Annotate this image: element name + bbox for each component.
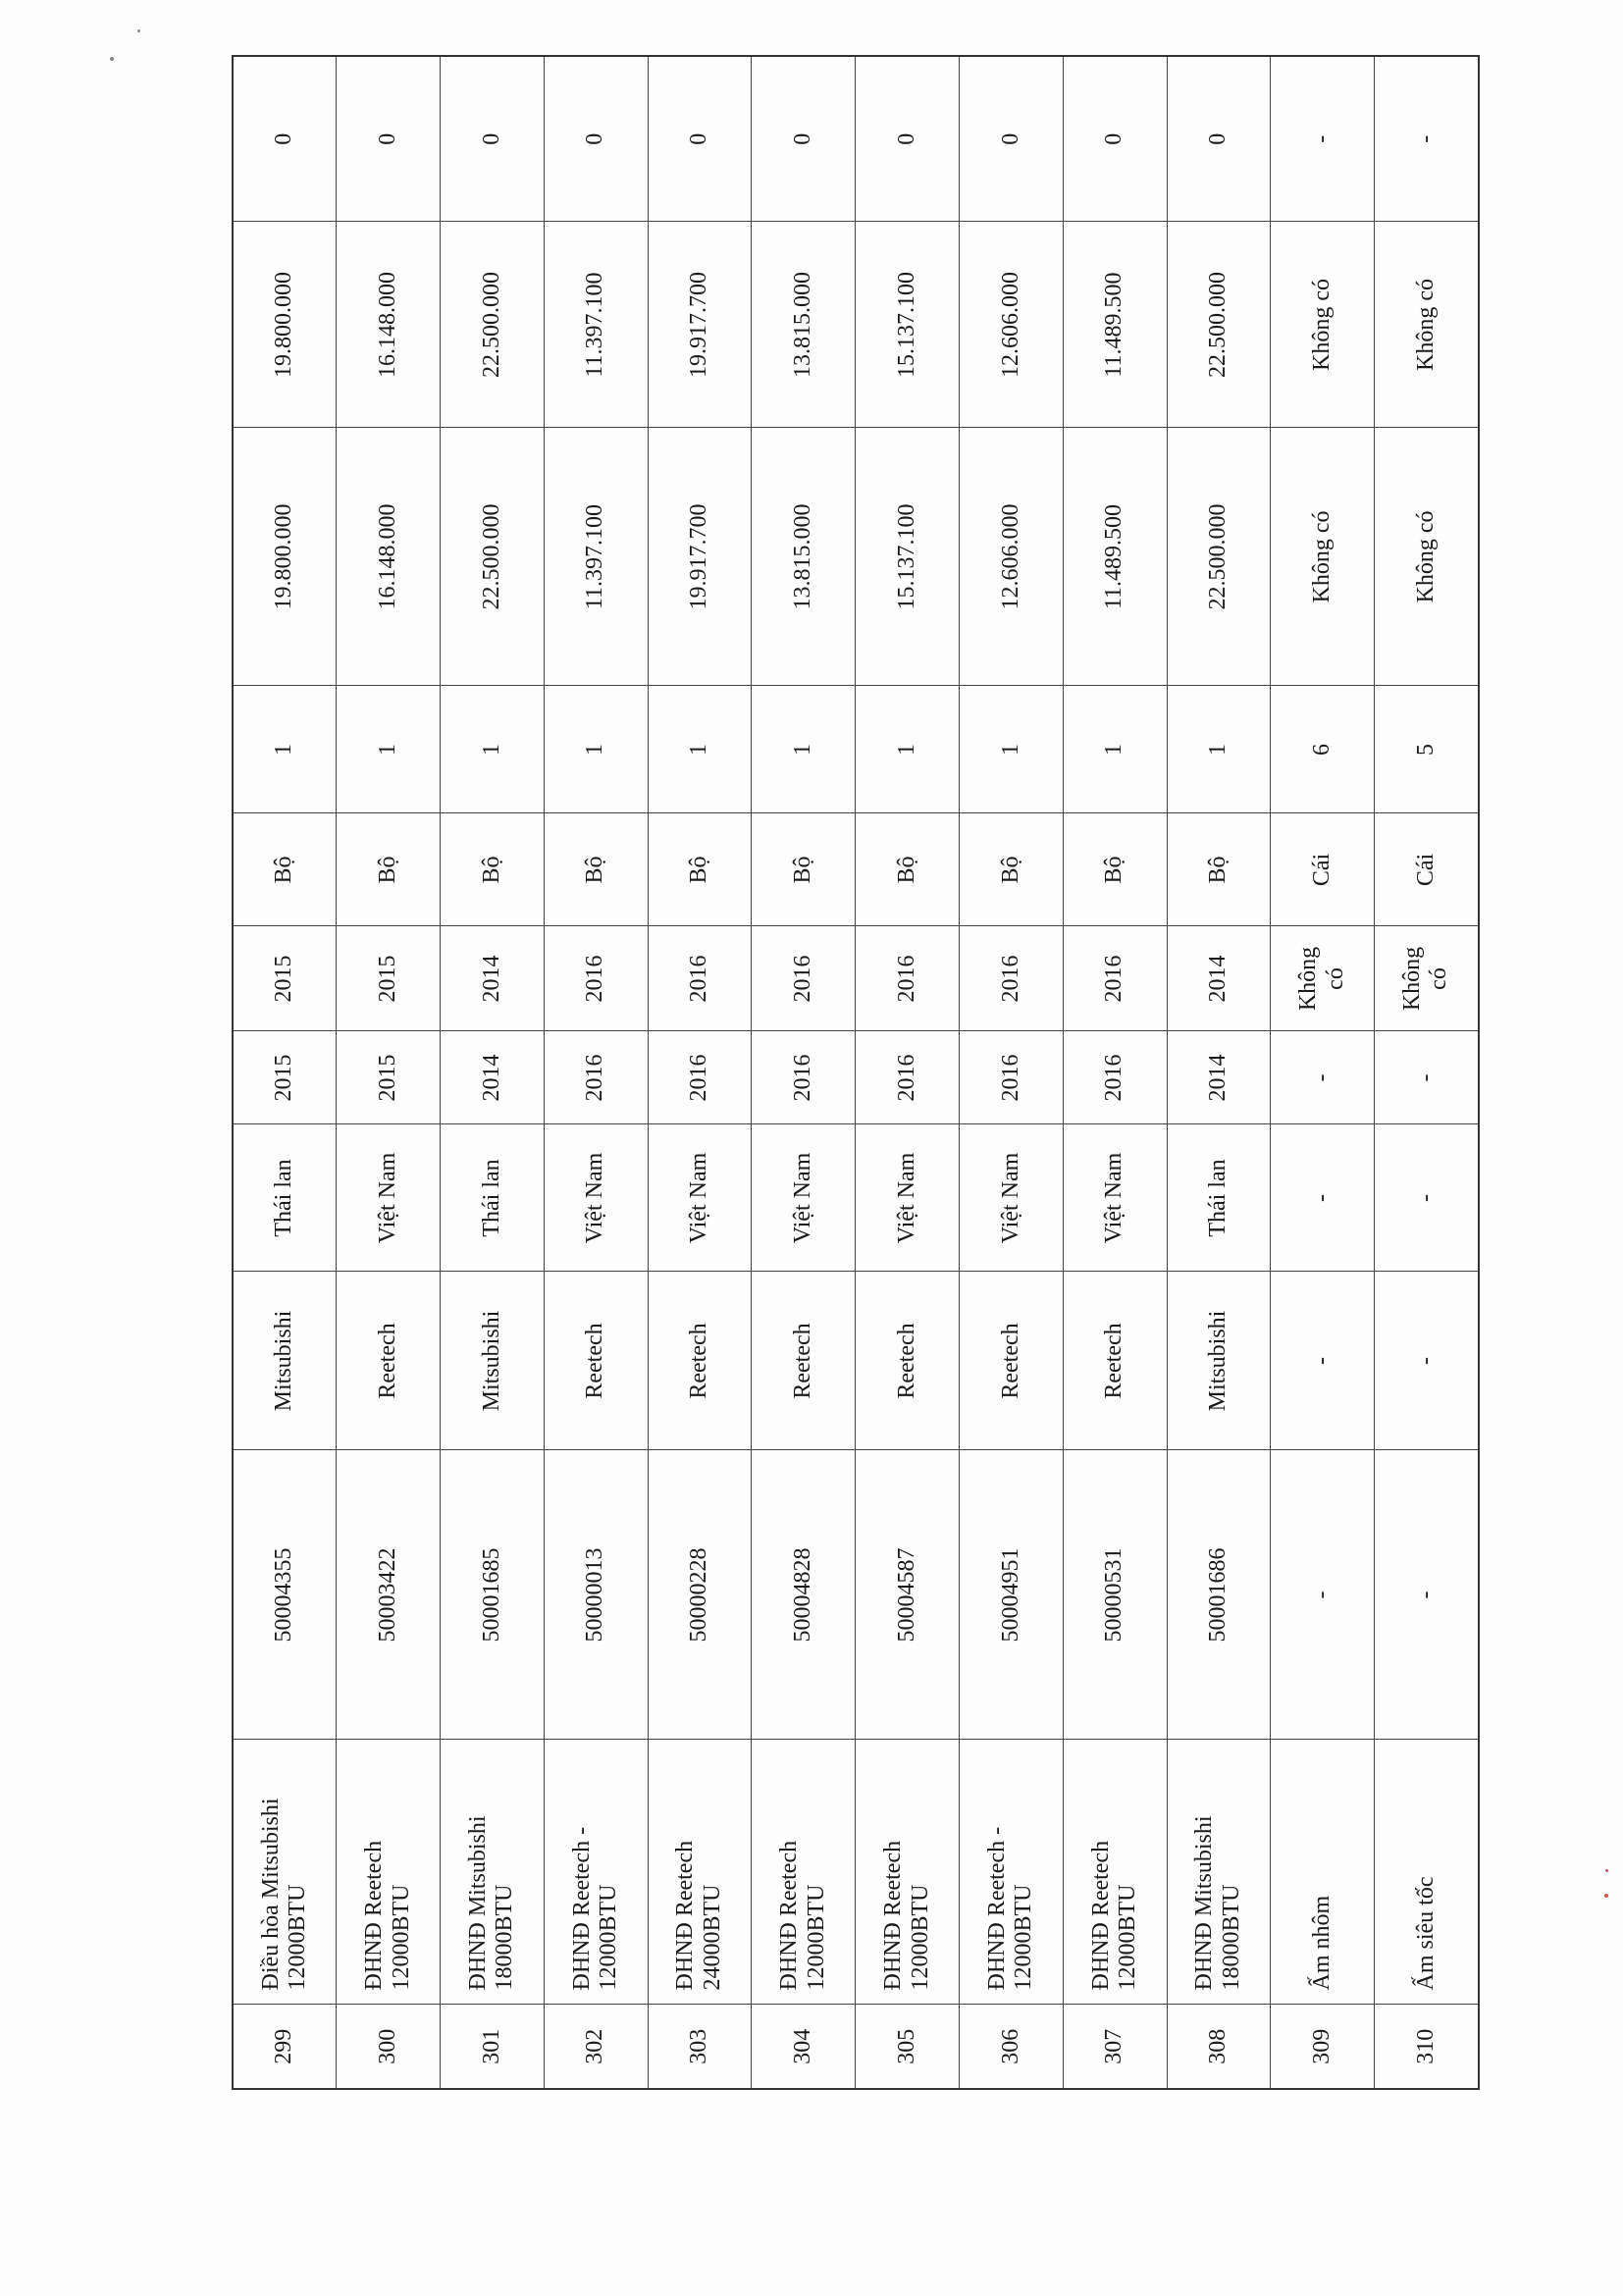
year-made-cell: 2016 xyxy=(856,1031,960,1124)
last-column-cell: 0 xyxy=(441,56,545,222)
row-number-cell: 301 xyxy=(441,2005,545,2089)
unit-cell: Cái xyxy=(1375,813,1479,926)
unit-cell: Bộ xyxy=(648,813,752,926)
table-row xyxy=(1167,56,1271,2089)
asset-name-cell: ĐHNĐ Reetech - 12000BTU xyxy=(544,1740,648,2005)
country-cell: Việt Nam xyxy=(337,1124,441,1272)
year-made-cell: 2015 xyxy=(233,1031,337,1124)
quantity-cell: 5 xyxy=(1375,686,1479,813)
unit-cell: Bộ xyxy=(1167,813,1271,926)
row-number-cell: 307 xyxy=(1063,2005,1167,2089)
asset-name-cell: ĐHNĐ Reetech 12000BTU xyxy=(856,1740,960,2005)
scan-speck xyxy=(110,57,114,61)
table-row xyxy=(233,56,337,2089)
year-made-cell: 2016 xyxy=(752,1031,856,1124)
row-number-cell: 299 xyxy=(233,2005,337,2089)
asset-name-cell: ĐHNĐ Mitsubishi 18000BTU xyxy=(441,1740,545,2005)
asset-code-cell: 50000013 xyxy=(544,1450,648,1740)
brand-cell: Reetech xyxy=(960,1272,1064,1450)
asset-code-cell: 50001685 xyxy=(441,1450,545,1740)
unit-cell: Bộ xyxy=(960,813,1064,926)
remaining-value-cell: 19.800.000 xyxy=(233,222,337,428)
last-column-cell: 0 xyxy=(544,56,648,222)
table-row xyxy=(960,56,1064,2089)
brand-cell: Reetech xyxy=(752,1272,856,1450)
asset-table xyxy=(232,55,1480,2090)
table-row xyxy=(441,56,545,2089)
table-row xyxy=(337,56,441,2089)
asset-code-cell: 50001686 xyxy=(1167,1450,1271,1740)
country-cell: Việt Nam xyxy=(856,1124,960,1272)
last-column-cell: 0 xyxy=(856,56,960,222)
original-value-cell: 22.500.000 xyxy=(1167,428,1271,686)
last-column-cell: - xyxy=(1271,56,1375,222)
remaining-value-cell: 12.606.000 xyxy=(960,222,1064,428)
table-row xyxy=(752,56,856,2089)
last-column-cell: 0 xyxy=(648,56,752,222)
table-body xyxy=(233,56,1479,2089)
year-use-cell: Không có xyxy=(1375,926,1479,1031)
quantity-cell: 1 xyxy=(441,686,545,813)
country-cell: Thái lan xyxy=(233,1124,337,1272)
country-cell: Việt Nam xyxy=(1063,1124,1167,1272)
country-cell: Việt Nam xyxy=(544,1124,648,1272)
year-use-cell: 2014 xyxy=(1167,926,1271,1031)
asset-code-cell: - xyxy=(1271,1450,1375,1740)
asset-name-cell: ĐHNĐ Reetech 12000BTU xyxy=(1063,1740,1167,2005)
row-number-cell: 308 xyxy=(1167,2005,1271,2089)
asset-name-cell: ĐHNĐ Mitsubishi 18000BTU xyxy=(1167,1740,1271,2005)
table-row xyxy=(1271,56,1375,2089)
unit-cell: Bộ xyxy=(856,813,960,926)
asset-code-cell: 50000228 xyxy=(648,1450,752,1740)
original-value-cell: Không có xyxy=(1375,428,1479,686)
last-column-cell: 0 xyxy=(960,56,1064,222)
original-value-cell: 22.500.000 xyxy=(441,428,545,686)
row-number-cell: 302 xyxy=(544,2005,648,2089)
unit-cell: Bộ xyxy=(544,813,648,926)
remaining-value-cell: 16.148.000 xyxy=(337,222,441,428)
brand-cell: Reetech xyxy=(856,1272,960,1450)
year-use-cell: 2016 xyxy=(856,926,960,1031)
remaining-value-cell: 11.489.500 xyxy=(1063,222,1167,428)
asset-table-wrapper xyxy=(232,57,1478,2090)
asset-name-cell: ĐHNĐ Reetech 12000BTU xyxy=(337,1740,441,2005)
asset-name-cell: ĐHNĐ Reetech 12000BTU xyxy=(752,1740,856,2005)
unit-cell: Bộ xyxy=(752,813,856,926)
quantity-cell: 1 xyxy=(1063,686,1167,813)
year-use-cell: 2016 xyxy=(544,926,648,1031)
country-cell: - xyxy=(1375,1124,1479,1272)
original-value-cell: 13.815.000 xyxy=(752,428,856,686)
quantity-cell: 1 xyxy=(1167,686,1271,813)
row-number-cell: 309 xyxy=(1271,2005,1375,2089)
country-cell: Việt Nam xyxy=(960,1124,1064,1272)
scan-speck xyxy=(137,29,140,32)
year-use-cell: 2016 xyxy=(648,926,752,1031)
asset-name-cell: Ấm nhôm xyxy=(1271,1740,1375,2005)
brand-cell: Reetech xyxy=(1063,1272,1167,1450)
unit-cell: Bộ xyxy=(1063,813,1167,926)
remaining-value-cell: Không có xyxy=(1375,222,1479,428)
original-value-cell: 16.148.000 xyxy=(337,428,441,686)
brand-cell: Mitsubishi xyxy=(1167,1272,1271,1450)
original-value-cell: 12.606.000 xyxy=(960,428,1064,686)
quantity-cell: 1 xyxy=(233,686,337,813)
country-cell: Việt Nam xyxy=(648,1124,752,1272)
scan-speck xyxy=(1605,1869,1608,1872)
asset-code-cell: 50000531 xyxy=(1063,1450,1167,1740)
row-number-cell: 306 xyxy=(960,2005,1064,2089)
last-column-cell: 0 xyxy=(752,56,856,222)
original-value-cell: 11.397.100 xyxy=(544,428,648,686)
remaining-value-cell: 22.500.000 xyxy=(1167,222,1271,428)
brand-cell: Reetech xyxy=(648,1272,752,1450)
year-made-cell: - xyxy=(1271,1031,1375,1124)
table-row xyxy=(648,56,752,2089)
unit-cell: Cái xyxy=(1271,813,1375,926)
country-cell: Thái lan xyxy=(441,1124,545,1272)
original-value-cell: 19.800.000 xyxy=(233,428,337,686)
quantity-cell: 1 xyxy=(856,686,960,813)
asset-code-cell: 50004355 xyxy=(233,1450,337,1740)
remaining-value-cell: 11.397.100 xyxy=(544,222,648,428)
asset-code-cell: 50004951 xyxy=(960,1450,1064,1740)
asset-name-cell: Ấm siêu tốc xyxy=(1375,1740,1479,2005)
unit-cell: Bộ xyxy=(441,813,545,926)
year-use-cell: 2016 xyxy=(1063,926,1167,1031)
year-made-cell: 2014 xyxy=(1167,1031,1271,1124)
year-use-cell: 2016 xyxy=(752,926,856,1031)
last-column-cell: 0 xyxy=(233,56,337,222)
remaining-value-cell: Không có xyxy=(1271,222,1375,428)
year-use-cell: 2015 xyxy=(233,926,337,1031)
table-row xyxy=(856,56,960,2089)
original-value-cell: 11.489.500 xyxy=(1063,428,1167,686)
year-use-cell: 2015 xyxy=(337,926,441,1031)
country-cell: Việt Nam xyxy=(752,1124,856,1272)
year-made-cell: 2016 xyxy=(960,1031,1064,1124)
brand-cell: - xyxy=(1271,1272,1375,1450)
row-number-cell: 303 xyxy=(648,2005,752,2089)
country-cell: - xyxy=(1271,1124,1375,1272)
unit-cell: Bộ xyxy=(233,813,337,926)
asset-code-cell: 50003422 xyxy=(337,1450,441,1740)
last-column-cell: - xyxy=(1375,56,1479,222)
asset-name-cell: ĐHNĐ Reetech - 12000BTU xyxy=(960,1740,1064,2005)
asset-code-cell: 50004587 xyxy=(856,1450,960,1740)
row-number-cell: 310 xyxy=(1375,2005,1479,2089)
asset-name-cell: Điều hòa Mitsubishi 12000BTU xyxy=(233,1740,337,2005)
unit-cell: Bộ xyxy=(337,813,441,926)
brand-cell: Mitsubishi xyxy=(441,1272,545,1450)
year-made-cell: 2016 xyxy=(544,1031,648,1124)
last-column-cell: 0 xyxy=(1063,56,1167,222)
year-made-cell: 2016 xyxy=(1063,1031,1167,1124)
year-made-cell: 2016 xyxy=(648,1031,752,1124)
row-number-cell: 305 xyxy=(856,2005,960,2089)
table-row xyxy=(1063,56,1167,2089)
original-value-cell: 19.917.700 xyxy=(648,428,752,686)
brand-cell: Reetech xyxy=(544,1272,648,1450)
asset-name-cell: ĐHNĐ Reetech 24000BTU xyxy=(648,1740,752,2005)
remaining-value-cell: 19.917.700 xyxy=(648,222,752,428)
year-use-cell: 2016 xyxy=(960,926,1064,1031)
brand-cell: - xyxy=(1375,1272,1479,1450)
remaining-value-cell: 22.500.000 xyxy=(441,222,545,428)
quantity-cell: 1 xyxy=(648,686,752,813)
last-column-cell: 0 xyxy=(337,56,441,222)
quantity-cell: 1 xyxy=(544,686,648,813)
asset-code-cell: - xyxy=(1375,1450,1479,1740)
asset-code-cell: 50004828 xyxy=(752,1450,856,1740)
last-column-cell: 0 xyxy=(1167,56,1271,222)
original-value-cell: Không có xyxy=(1271,428,1375,686)
country-cell: Thái lan xyxy=(1167,1124,1271,1272)
quantity-cell: 1 xyxy=(337,686,441,813)
quantity-cell: 1 xyxy=(752,686,856,813)
quantity-cell: 6 xyxy=(1271,686,1375,813)
brand-cell: Reetech xyxy=(337,1272,441,1450)
scan-speck xyxy=(1604,1894,1608,1898)
row-number-cell: 300 xyxy=(337,2005,441,2089)
table-row xyxy=(544,56,648,2089)
remaining-value-cell: 13.815.000 xyxy=(752,222,856,428)
year-use-cell: 2014 xyxy=(441,926,545,1031)
row-number-cell: 304 xyxy=(752,2005,856,2089)
year-made-cell: - xyxy=(1375,1031,1479,1124)
year-use-cell: Không có xyxy=(1271,926,1375,1031)
year-made-cell: 2015 xyxy=(337,1031,441,1124)
quantity-cell: 1 xyxy=(960,686,1064,813)
original-value-cell: 15.137.100 xyxy=(856,428,960,686)
year-made-cell: 2014 xyxy=(441,1031,545,1124)
brand-cell: Mitsubishi xyxy=(233,1272,337,1450)
remaining-value-cell: 15.137.100 xyxy=(856,222,960,428)
table-row xyxy=(1375,56,1479,2089)
